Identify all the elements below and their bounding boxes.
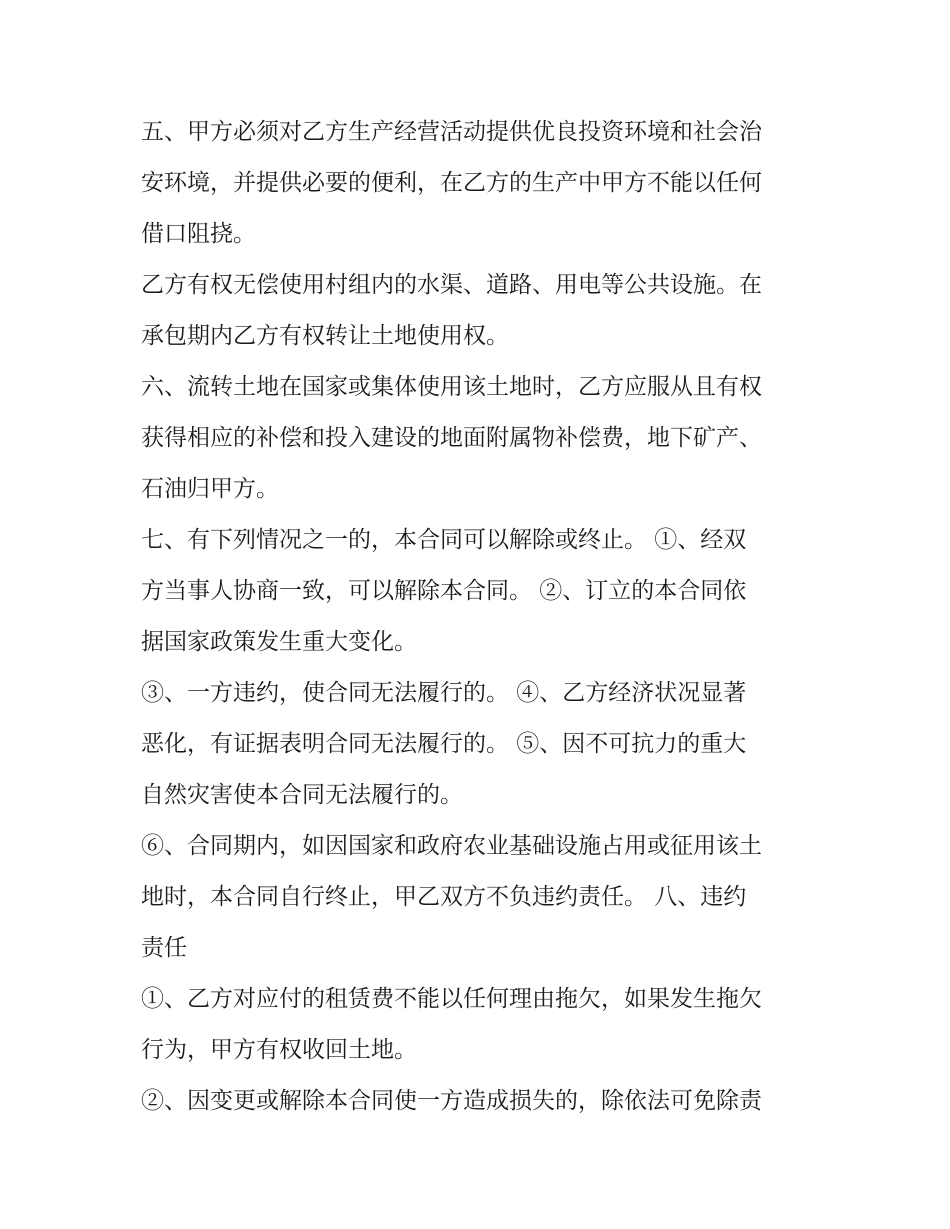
text-line: 借口阻挠。 (141, 221, 256, 247)
text-line: 六、流转土地在国家或集体使用该土地时，乙方应服从且有权 (141, 374, 762, 400)
text-line: 乙方有权无偿使用村组内的水渠、道路、用电等公共设施。在 (141, 272, 762, 298)
text-line: 恶化，有证据表明合同无法履行的。 ⑤、因不可抗力的重大 (141, 731, 747, 757)
text-line: ②、因变更或解除本合同使一方造成损失的，除依法可免除责 (141, 1088, 762, 1114)
text-line: ⑥、合同期内，如因国家和政府农业基础设施占用或征用该土 (141, 833, 762, 859)
text-line: 承包期内乙方有权转让土地使用权。 (141, 323, 509, 349)
text-line: 获得相应的补偿和投入建设的地面附属物补偿费，地下矿产、 (141, 425, 762, 451)
text-line: 安环境，并提供必要的便利，在乙方的生产中甲方不能以任何 (141, 170, 762, 196)
text-line: 石油归甲方。 (141, 476, 279, 502)
contract-body (141, 107, 821, 1127)
text-line: 责任 (141, 935, 187, 961)
text-line: ①、乙方对应付的租赁费不能以任何理由拖欠，如果发生拖欠 (141, 986, 762, 1012)
text-line: 五、甲方必须对乙方生产经营活动提供优良投资环境和社会治 (141, 119, 762, 145)
text-line: 自然灾害使本合同无法履行的。 (141, 782, 463, 808)
text-line: 七、有下列情况之一的，本合同可以解除或终止。 ①、经双 (141, 527, 747, 553)
text-line: 地时，本合同自行终止，甲乙双方不负违约责任。 八、违约 (141, 884, 747, 910)
text-line: ③、一方违约，使合同无法履行的。 ④、乙方经济状况显著 (141, 680, 747, 706)
text-line: 方当事人协商一致，可以解除本合同。 ②、订立的本合同依 (141, 578, 747, 604)
text-line: 行为，甲方有权收回土地。 (141, 1037, 417, 1063)
text-line: 据国家政策发生重大变化。 (141, 629, 417, 655)
